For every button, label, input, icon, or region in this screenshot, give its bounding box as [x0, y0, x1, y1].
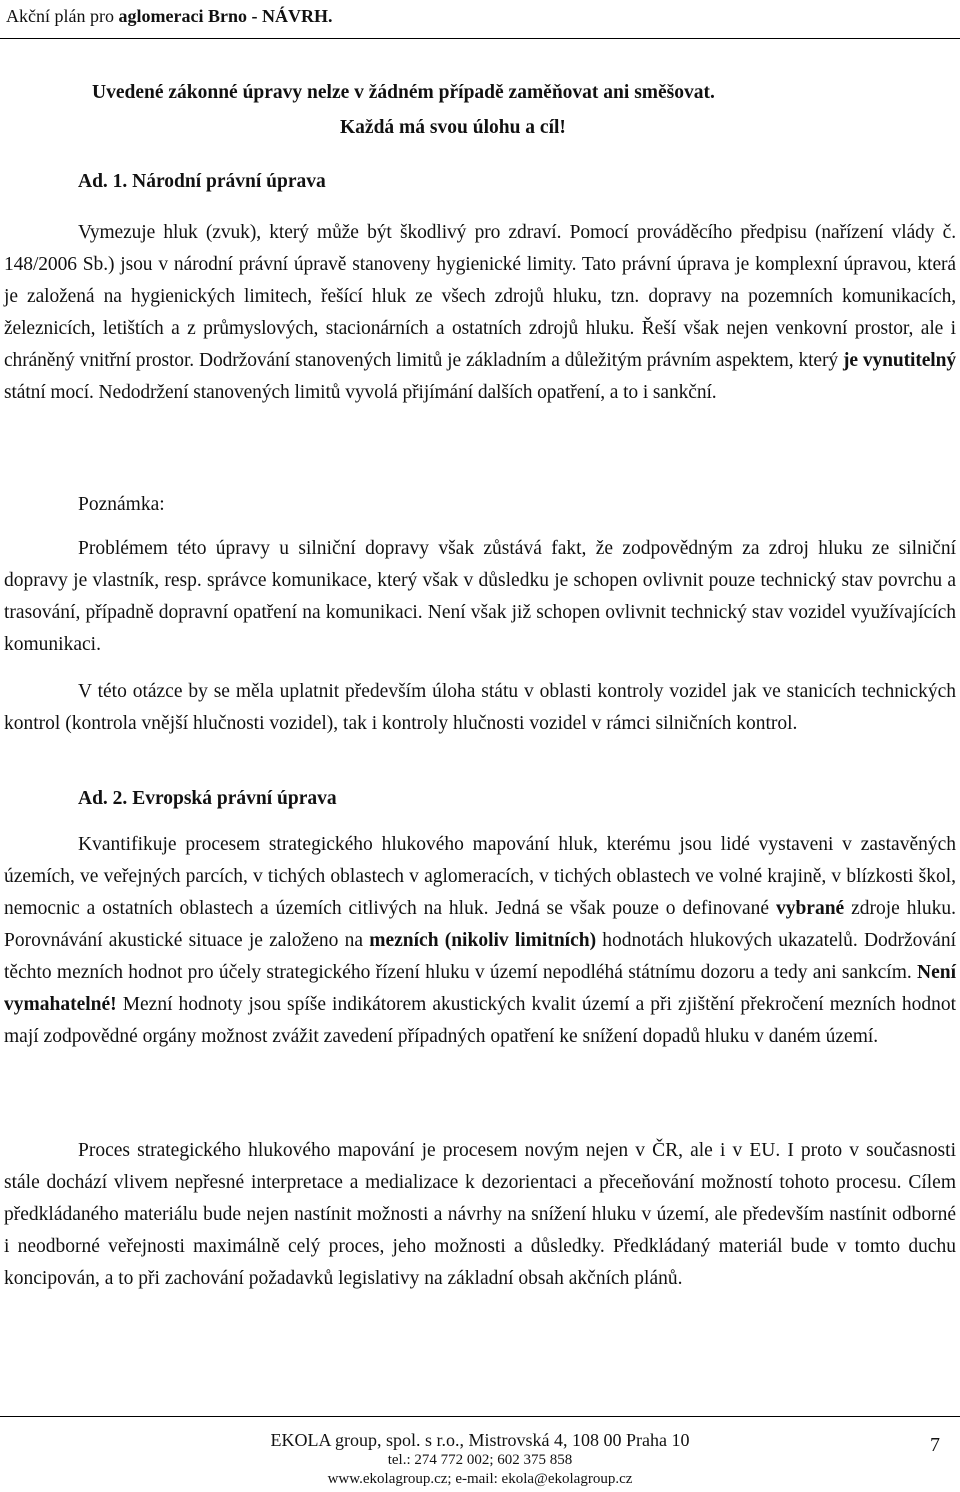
section-heading-ad2: [78, 788, 337, 810]
header-prefix: Akční plán pro: [6, 6, 119, 26]
ad2-paragraph-1: [4, 829, 956, 1053]
ad1-p1-text: Vymezuje hluk (zvuk), který může být škodlivý pro zdraví. Pomocí prováděcího předpisu (nařízení vlády č. 148/2006 Sb.) jsou v národní právní úpravě stanoveny hygienické limity. Tato právní úprava je komplexní úpravou, která je založená na hygienických limitech, řešící hluk ze všech zdrojů hluku, tzn. dopravy na pozemních komunikacích, železnicích, letištích a z průmyslových, stacionárních a ostatních zdrojů hluku. Řeší však nejen venkovní prostor, ale i chráněný vnitřní prostor. Dodržování stanovených limitů je základním a důležitým právním aspektem, který: [4, 222, 956, 371]
footer-company: EKOLA group, spol. s r.o., Mistrovská 4, 108 00 Praha 10: [270, 1430, 690, 1450]
ad2-p1-e: hodnotách hlukových ukazatelů. Dodržování těchto mezních hodnot pro účely strategického řízení hluku v území nepodléhá státnímu dozoru a tedy ani sankcím.: [4, 930, 957, 983]
footer-rule: [0, 1416, 960, 1417]
ad2-p1-a: Kvantifikuje procesem strategického hlukového mapování hluk, kterému jsou lidé vystaveni v zastavěných územích, ve veřejných parcích, v tichých oblastech v aglomeracích, v tichých oblastech ve volné krajině, v blízkosti škol, nemocnic a ostatních oblastech a územích citlivých na hluk. Jedná se však pouze o definované: [4, 834, 956, 919]
footer-web: www.ekolagroup.cz; e-mail: ekola@ekolagroup.cz: [327, 1471, 633, 1487]
page-number: 7: [930, 1434, 940, 1456]
header-bold: aglomeraci Brno - NÁVRH.: [118, 6, 333, 26]
ad2-p1-c: zdroje hluku. Porovnávání akustické situace je založeno na: [4, 898, 956, 951]
footer-phone: tel.: 274 772 002; 602 375 858: [387, 1452, 573, 1468]
ad2-heading-text: Evropská právní úprava: [132, 788, 337, 809]
ad2-p1-g: Mezní hodnoty jsou spíše indikátorem akustických kvalit území a při zjištění překročení mezních hodnot mají zodpovědné orgány možnost zvážit zavedení případných opatření ke snížení dopadů hluku v daném území.: [4, 994, 956, 1047]
intro-line-1: Uvedené zákonné úpravy nelze v žádném případě zaměňovat ani směšovat.: [92, 82, 715, 103]
ad2-p1-bold-3: Není vymahatelné!: [4, 962, 956, 1015]
ad1-paragraph-1: [4, 217, 956, 409]
ad1-p1-bold: je vynutitelný: [842, 350, 956, 371]
intro-line-2: Každá má svou úlohu a cíl!: [340, 117, 566, 138]
ad1-paragraph-3: V této otázce by se měla uplatnit především úloha státu v oblasti kontroly vozidel jak ve stanicích technických kontrol (kontrola vnější hlučnosti vozidel), tak i kontroly hlučnosti vozidel v rámci silničních kontrol.: [4, 681, 956, 734]
ad1-paragraph-2: Problémem této úpravy u silniční dopravy však zůstává fakt, že zodpovědným za zdroj hluku ze silniční dopravy je vlastník, resp. správce komunikace, který však v důsledku je schopen ovlivnit pouze technický stav povrchu a trasování, případně dopravní opatření na komunikaci. Není však již schopen ovlivnit technický stav vozidel využívajících komunikaci.: [4, 538, 956, 655]
ad2-p1-bold-1: vybrané: [775, 898, 845, 919]
ad2-paragraph-2: Proces strategického hlukového mapování je procesem novým nejen v ČR, ale i v EU. I proto v současnosti stále dochází vlivem nepřesné interpretace a medializace k dezorientaci a přeceňování možností tohoto procesu. Cílem předkládaného materiálu bude nejen nastínit možnosti a návrhy na snížení hluku v území, ale především nastínit odborné i neodborné veřejnosti maximálně celý proces, jeho možnosti a důsledky. Předkládaný materiál bude v tomto duchu koncipován, a to při zachování požadavků legislativy na základní obsah akčních plánů.: [4, 1140, 956, 1289]
ad2-p1-bold-2: mezních (nikoliv limitních): [369, 930, 597, 951]
ad1-heading-text: Ad. 1. Národní právní úprava: [78, 171, 326, 192]
running-header: [6, 6, 332, 27]
ad1-p1-end: státní mocí. Nedodržení stanovených limitů vyvolá přijímání dalších opatření, a to i sankční.: [4, 382, 717, 403]
note-label: Poznámka:: [78, 494, 165, 515]
header-rule: [0, 38, 960, 39]
ad2-heading-number: Ad. 2.: [78, 788, 128, 809]
section-heading-ad1: [78, 171, 326, 193]
